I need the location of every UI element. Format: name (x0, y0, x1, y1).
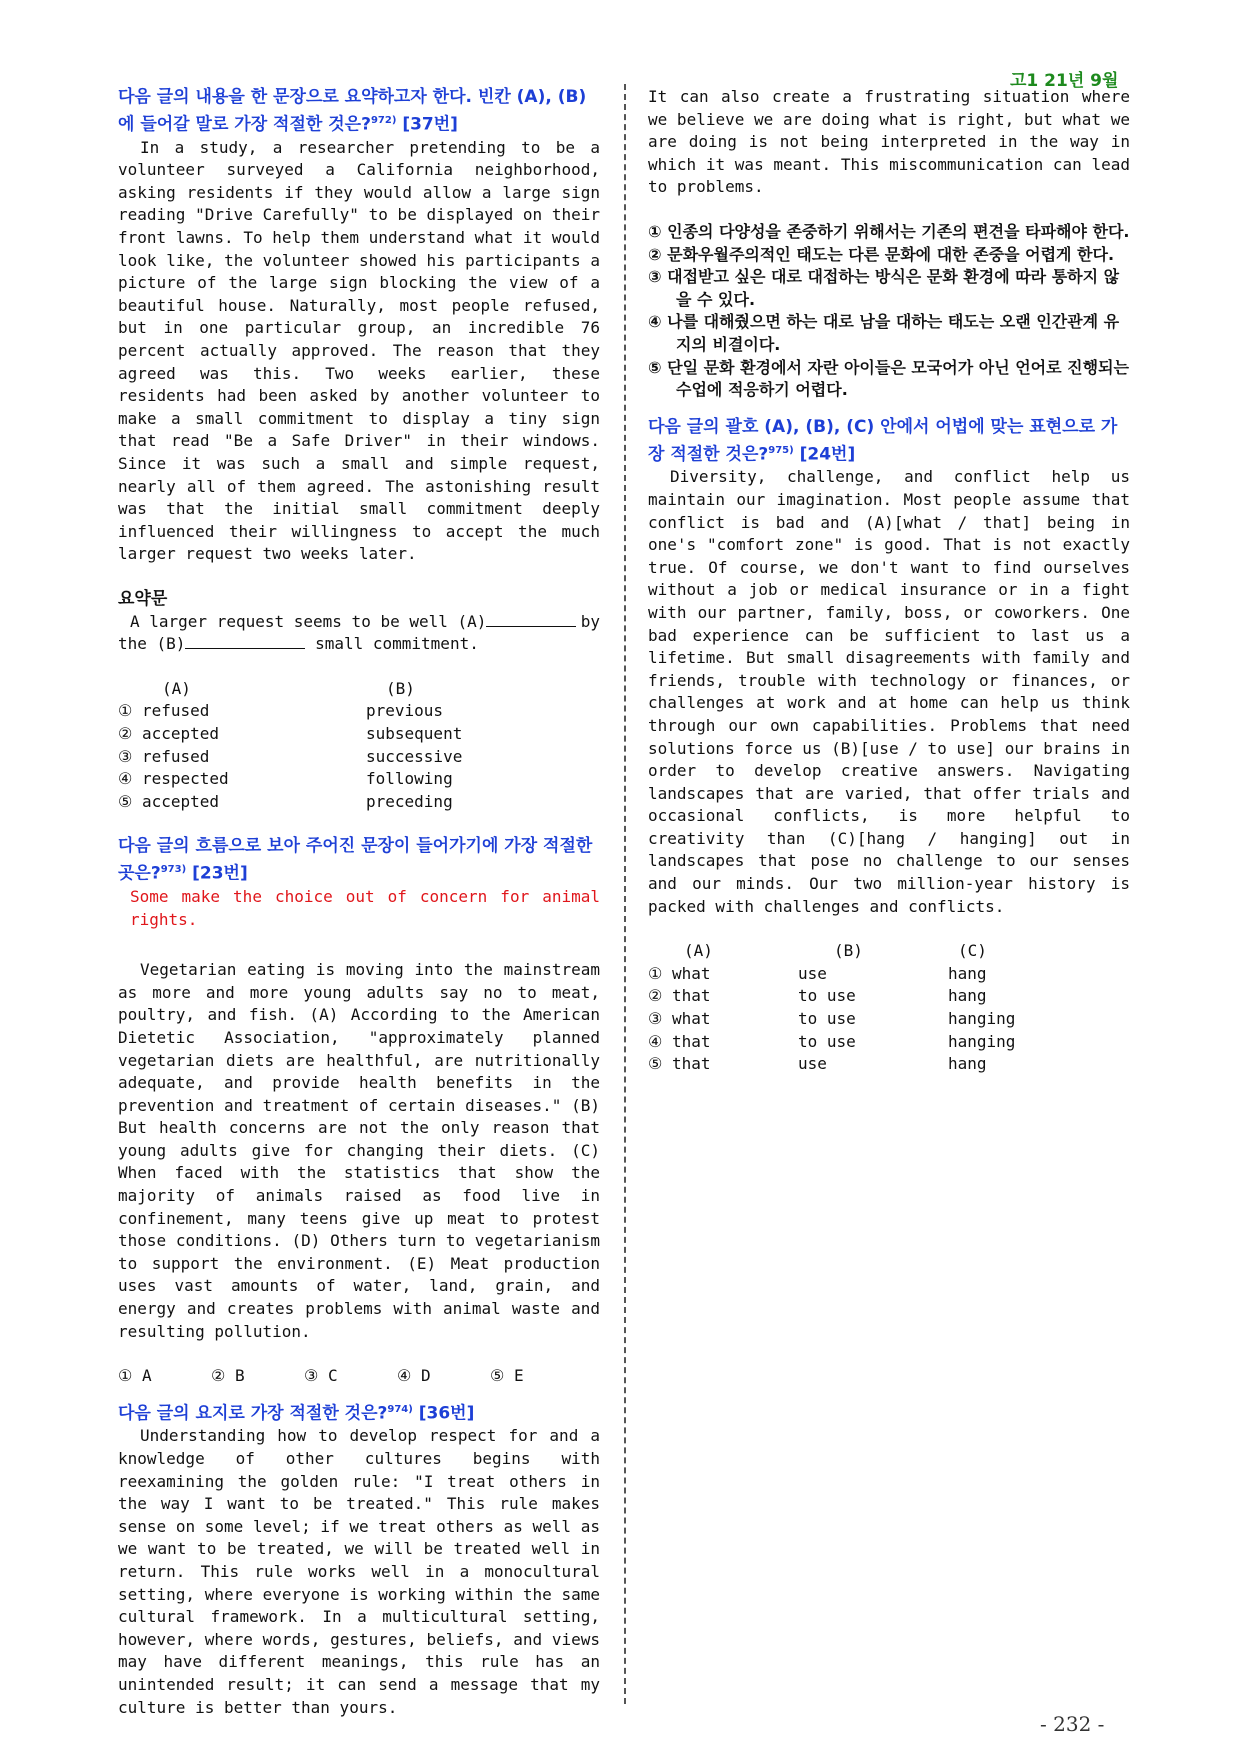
right-column (648, 86, 1130, 1076)
option-1[interactable]: ① 인종의 다양성을 존중하기 위해서는 기존의 편견을 타파해야 한다. (648, 221, 1130, 241)
option-4[interactable]: ④ 나를 대해줬으면 하는 대로 남을 대하는 태도는 오랜 인간관계 유지의 비결이다. (648, 312, 1120, 354)
option-1-a[interactable]: ① what (648, 963, 711, 983)
question-974-passage: Understanding how to develop respect for and a knowledge of other cultures begins with reexamining the golden rule: "I treat others in the way I want to be treated." This rule makes sense on some level; if we treat others as well as we want to be treated, we will be treated well in return. This rule works well in a monocultural setting, where everyone is working within the same cultural framework. In a multicultural setting, however, where words, gestures, beliefs, and views may have different meanings, this rule has an unintended result; it can send a message that my culture is better than yours. (118, 1426, 600, 1717)
option-1-a[interactable]: ① refused (118, 701, 210, 721)
option-2-a[interactable]: ② accepted (118, 723, 220, 743)
blank-a (486, 612, 576, 627)
left-column (118, 86, 600, 1719)
given-sentence: Some make the choice out of concern for animal rights. (130, 886, 600, 929)
question-973-passage: Vegetarian eating is moving into the mainstream as more and more young adults say no to meat, poultry, and fish. (A) According to the American Dietetic Association, "approximately planned vegetarian diets are healthful, are nutritionally adequate, and provide health benefits in the prevention and treatment of certain diseases." (B) But health concerns are not the only reason that young adults give for changing their diets. (C) When faced with the statistics that show the majority of animals raised as food live in confinement, many teens give up meat to protest those conditions. (D) Others turn to vegetarianism to support the environment. (E) Meat production uses vast amounts of water, land, grain, and energy and creates problems with animal waste and resulting pollution. (118, 960, 600, 1341)
option-4-b: following (366, 769, 453, 789)
choice-a[interactable]: ① A (118, 1366, 152, 1386)
question-974-heading: 다음 글의 요지로 가장 적절한 것은?$^{974)}$ [36번] (118, 1403, 475, 1424)
option-2-a[interactable]: ② that (648, 986, 711, 1006)
option-3-a[interactable]: ③ refused (118, 746, 210, 766)
choice-d[interactable]: ④ D (397, 1366, 431, 1386)
option-2-b: subsequent (366, 723, 463, 743)
question-975-heading: 다음 글의 괄호 (A), (B), (C) 안에서 어법에 맞는 표현으로 가장 적절한 것은?$^{975)}$ [24번] (648, 416, 1118, 465)
option-5-a[interactable]: ⑤ that (648, 1054, 711, 1074)
option-2[interactable]: ② 문화우월주의적인 태도는 다른 문화에 대한 존중을 어렵게 한다. (648, 244, 1115, 264)
choice-b[interactable]: ② B (211, 1366, 245, 1386)
exam-tag: 고1 21년 9월 (1010, 71, 1119, 91)
question-975-passage: Diversity, challenge, and conflict help us maintain our imagination. Most people assume that conflict is bad and (A)[what / that] being in one's "comfort zone" is good. That is not exactly true. Of course, we don't want to find ourselves without a job or medical insurance or in a fight with our partner, family, boss, or coworkers. One bad experience can be sufficient to last us a lifetime. But small disagreements with family and friends, trouble with technology or finances, or challenges at work and at home can help us think through our own capabilities. Problems that need solutions force us (B)[use / to use] our brains in order to develop creative answers. Navigating landscapes that are varied, that offer trials and occasional conflicts, is more helpful to creativity than (C)[hang / hanging] out in landscapes that pose no challenge to our senses and our minds. Our two million-year history is packed with challenges and conflicts. (648, 467, 1130, 916)
question-973-heading: 다음 글의 흐름으로 보아 주어진 문장이 들어가기에 가장 적절한 곳은?$^{973)}$ [23번] (118, 836, 593, 884)
question-972-options: (A) (B) ① refused previous ② accepted subsequent ③ refused successive ④ respected following ⑤ accepted preceding (118, 678, 600, 814)
choice-e[interactable]: ⑤ E (490, 1366, 524, 1386)
choice-c[interactable]: ③ C (304, 1366, 338, 1386)
blank-b (185, 634, 305, 649)
option-5-a[interactable]: ⑤ accepted (118, 791, 220, 811)
option-1-b: previous (366, 701, 444, 721)
question-973-choices (118, 1365, 600, 1388)
option-3-b: successive (366, 746, 463, 766)
question-974-options (648, 221, 1130, 402)
question-975-options: (A) (B) (C) ① what use hang ② that to use hang ③ what to use hanging ④ that to use hanging ⑤ that use hang (648, 940, 1130, 1076)
option-4-a[interactable]: ④ that (648, 1031, 711, 1051)
option-3-a[interactable]: ③ what (648, 1009, 711, 1029)
column-divider (624, 84, 626, 1704)
question-972-passage: In a study, a researcher pretending to be a volunteer surveyed a California neighborhood, asking residents if they would allow a large sign reading "Drive Carefully" to be displayed on their front lawns. To help them understand what it would look like, the volunteer showed his participants a picture of the large sign blocking the view of a beautiful house. Naturally, most people refused, but in one particular group, an incredible 76 percent actually approved. The reason that they agreed was this. Two weeks earlier, these residents had been asked by another volunteer to make a small commitment to display a tiny sign that read "Be a Safe Driver" in their windows. Since it was such a small and simple request, nearly all of them agreed. The astonishing result was that the initial small commitment deeply influenced their willingness to accept the much larger request two weeks later. (118, 137, 600, 564)
option-5[interactable]: ⑤ 단일 문화 환경에서 자란 아이들은 모국어가 아닌 언어로 진행되는 수업에 적응하기 어렵다. (648, 357, 1129, 400)
option-3[interactable]: ③ 대접받고 싶은 대로 대접하는 방식은 문화 환경에 따라 통하지 않을 수 있다. (648, 267, 1120, 309)
summary-label: 요약문 (118, 588, 168, 609)
question-972-heading: 다음 글의 내용을 한 문장으로 요약하고자 한다. 빈칸 (A), (B)에 들어갈 말로 가장 적절한 것은?$^{972)}$ [37번] (118, 87, 587, 135)
question-974-passage-continued: It can also create a frustrating situation where we believe we are doing what is right, but what we are doing is not being interpreted in the way in which it was meant. This miscommunication can lead to problems. (648, 87, 1130, 197)
option-4-a[interactable]: ④ respected (118, 769, 229, 789)
page-number: - 232 - (1040, 1712, 1105, 1736)
option-5-b: preceding (366, 791, 453, 811)
summary-sentence: A larger request seems to be well (A) by the (B) small commitment. (118, 611, 600, 654)
